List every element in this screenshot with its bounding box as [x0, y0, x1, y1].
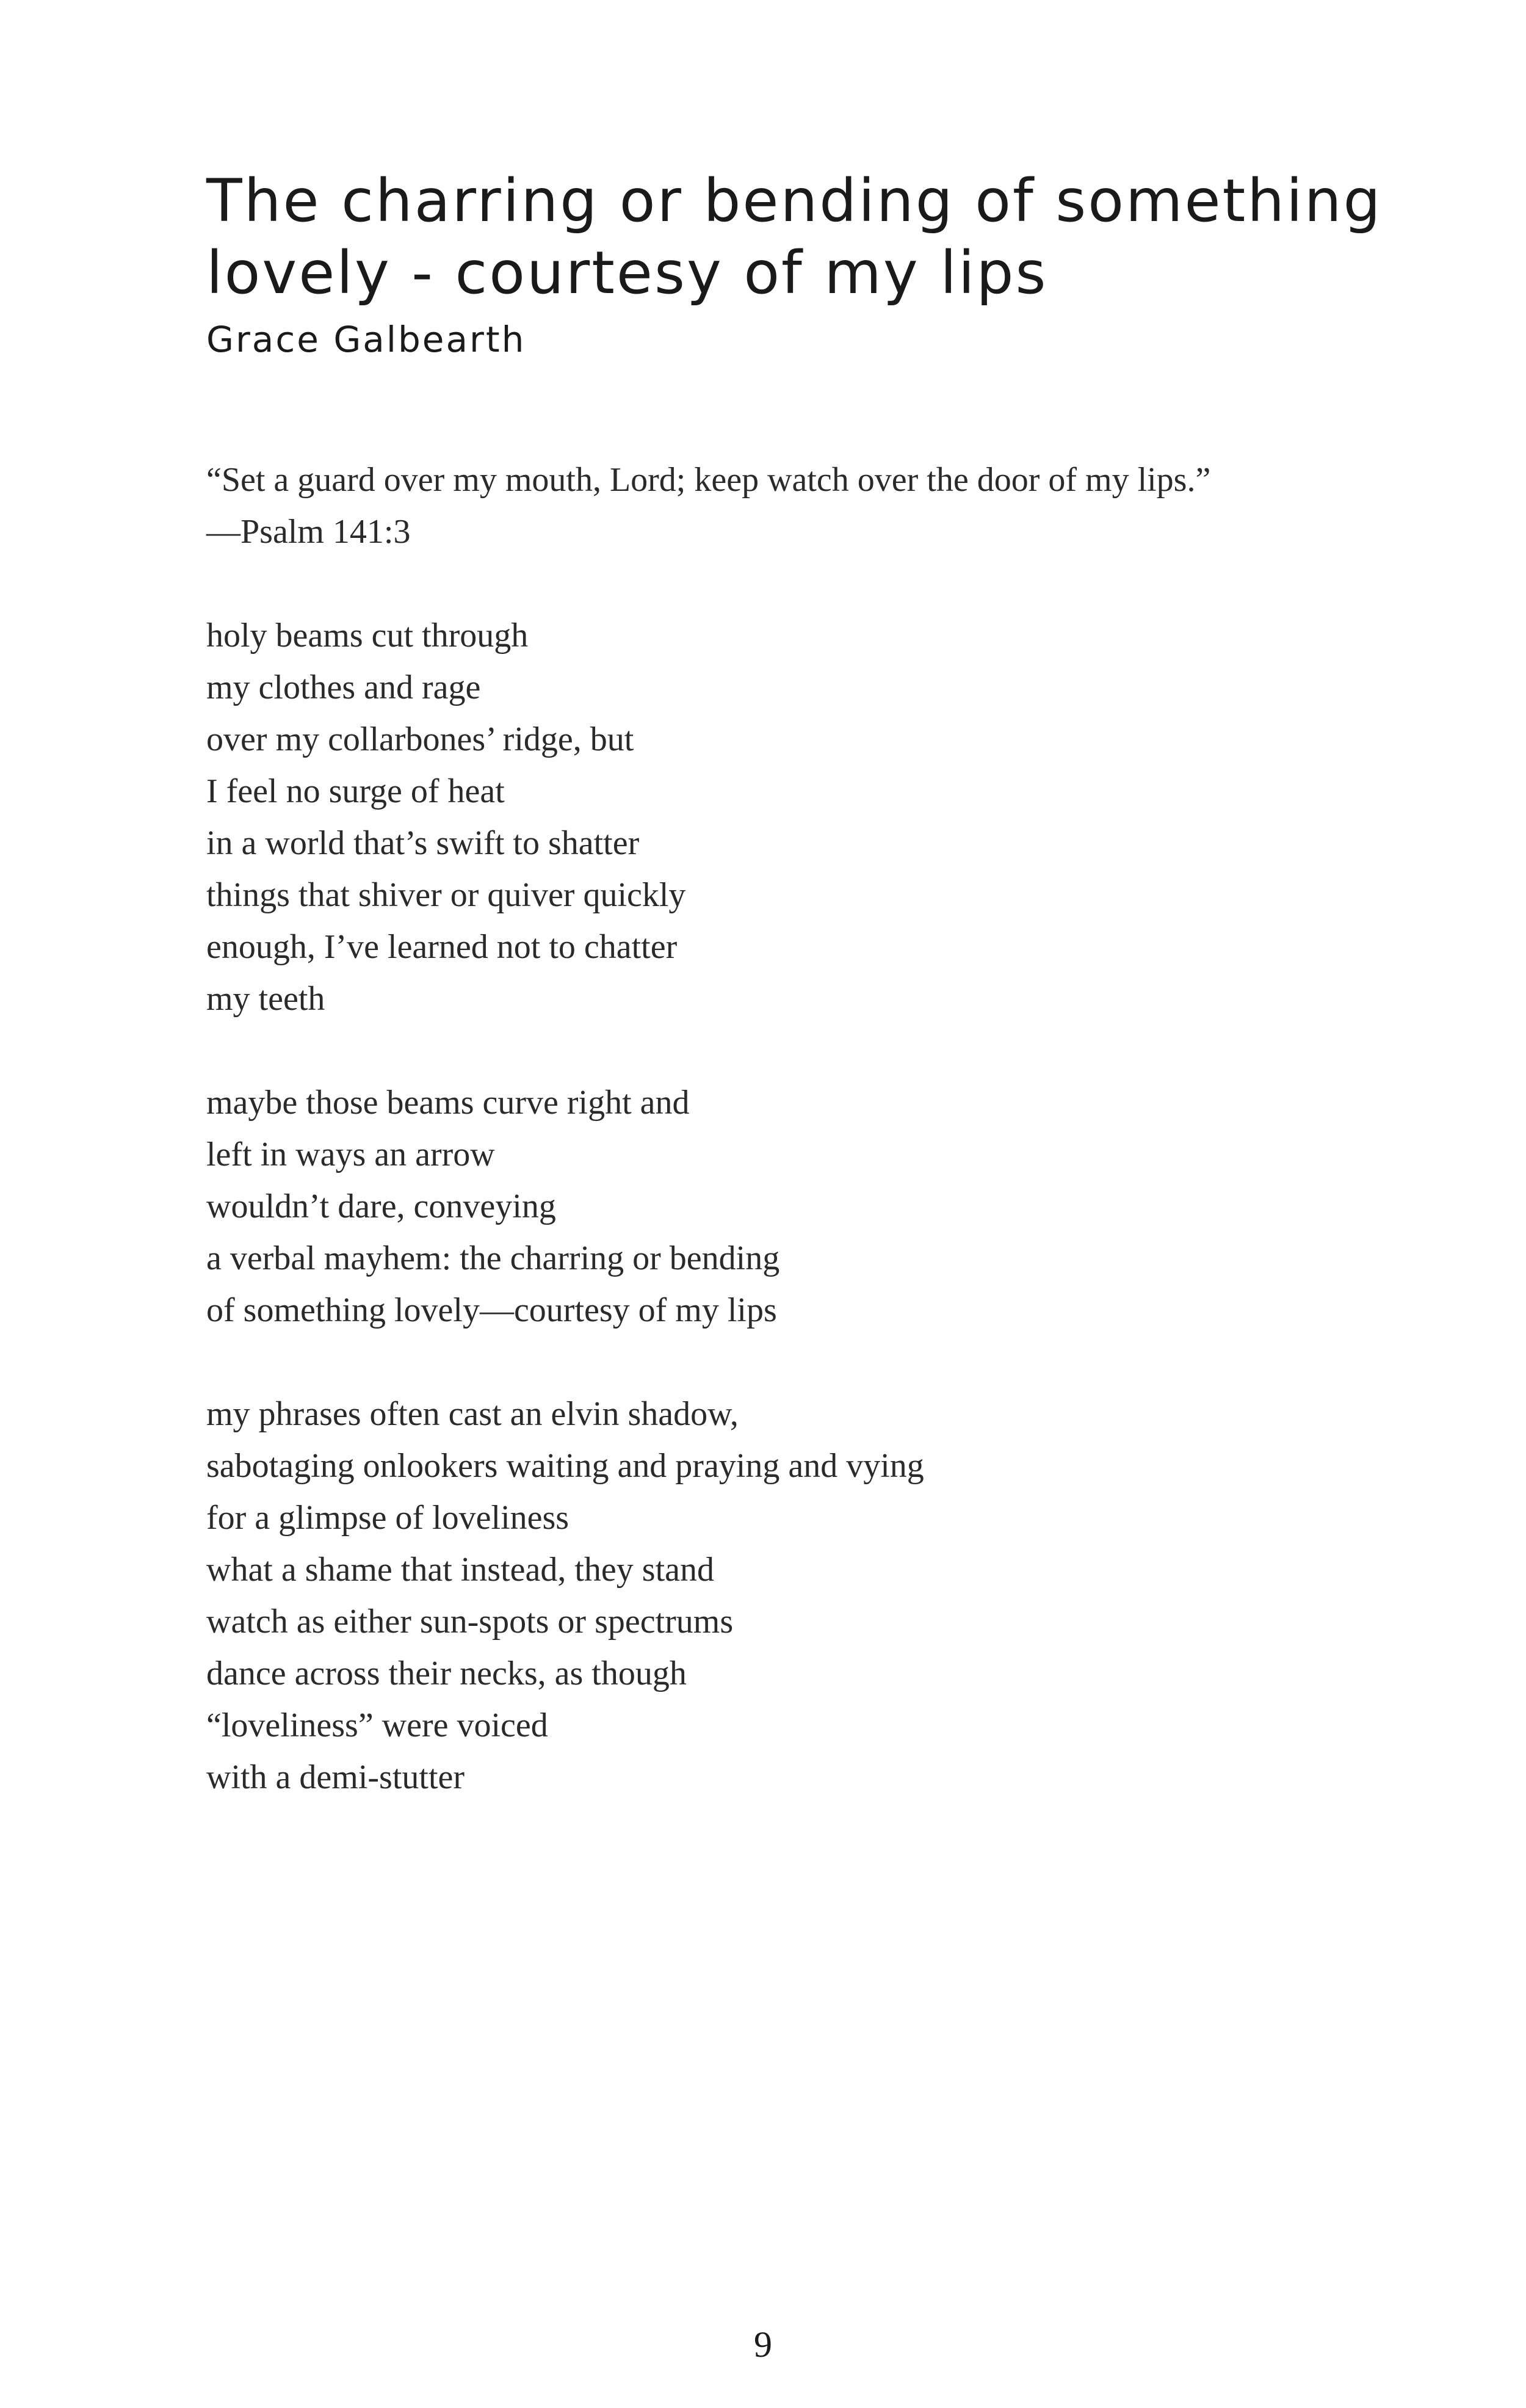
- epigraph-quote: “Set a guard over my mouth, Lord; keep watch over the door of my lips.”: [206, 461, 1211, 499]
- author-name: Grace Galbearth: [206, 319, 526, 360]
- poem-line: in a world that’s swift to shatter: [206, 824, 640, 862]
- poem-line: watch as either sun-spots or spectrums: [206, 1603, 734, 1641]
- poem-line: my teeth: [206, 980, 325, 1018]
- stanza-2: [206, 1077, 1427, 1336]
- poem-line: holy beams cut through: [206, 617, 529, 655]
- poem-line: my clothes and rage: [206, 669, 481, 706]
- poem-line: enough, I’ve learned not to chatter: [206, 928, 678, 966]
- poem-line: with a demi-stutter: [206, 1758, 465, 1796]
- poem-line: wouldn’t dare, conveying: [206, 1188, 556, 1225]
- poem-line: a verbal mayhem: the charring or bending: [206, 1239, 780, 1277]
- poem-line: for a glimpse of loveliness: [206, 1499, 570, 1537]
- stanza-3: [206, 1388, 1427, 1804]
- poem-line: over my collarbones’ ridge, but: [206, 720, 634, 758]
- stanza-1: [206, 610, 1427, 1025]
- poem-line: my phrases often cast an elvin shadow,: [206, 1395, 739, 1433]
- poem-line: sabotaging onlookers waiting and praying and vying: [206, 1447, 924, 1485]
- poem-title-line: lovely - courtesy of my lips: [206, 239, 1048, 307]
- epigraph: [206, 454, 1427, 558]
- poem-title: [206, 165, 1458, 309]
- poem-line: I feel no surge of heat: [206, 772, 505, 810]
- poem-line: maybe those beams curve right and: [206, 1084, 690, 1122]
- poem-body: [206, 454, 1427, 1804]
- page-number: 9: [754, 2324, 772, 2365]
- poem-line: of something lovely—courtesy of my lips: [206, 1291, 777, 1329]
- poem-line: things that shiver or quiver quickly: [206, 876, 686, 914]
- poem-title-line: The charring or bending of something: [206, 167, 1383, 235]
- poem-line: left in ways an arrow: [206, 1136, 495, 1173]
- poem-line: what a shame that instead, they stand: [206, 1551, 714, 1589]
- epigraph-citation: —Psalm 141:3: [206, 513, 411, 551]
- poem-line: “loveliness” were voiced: [206, 1706, 548, 1744]
- poem-line: dance across their necks, as though: [206, 1655, 687, 1692]
